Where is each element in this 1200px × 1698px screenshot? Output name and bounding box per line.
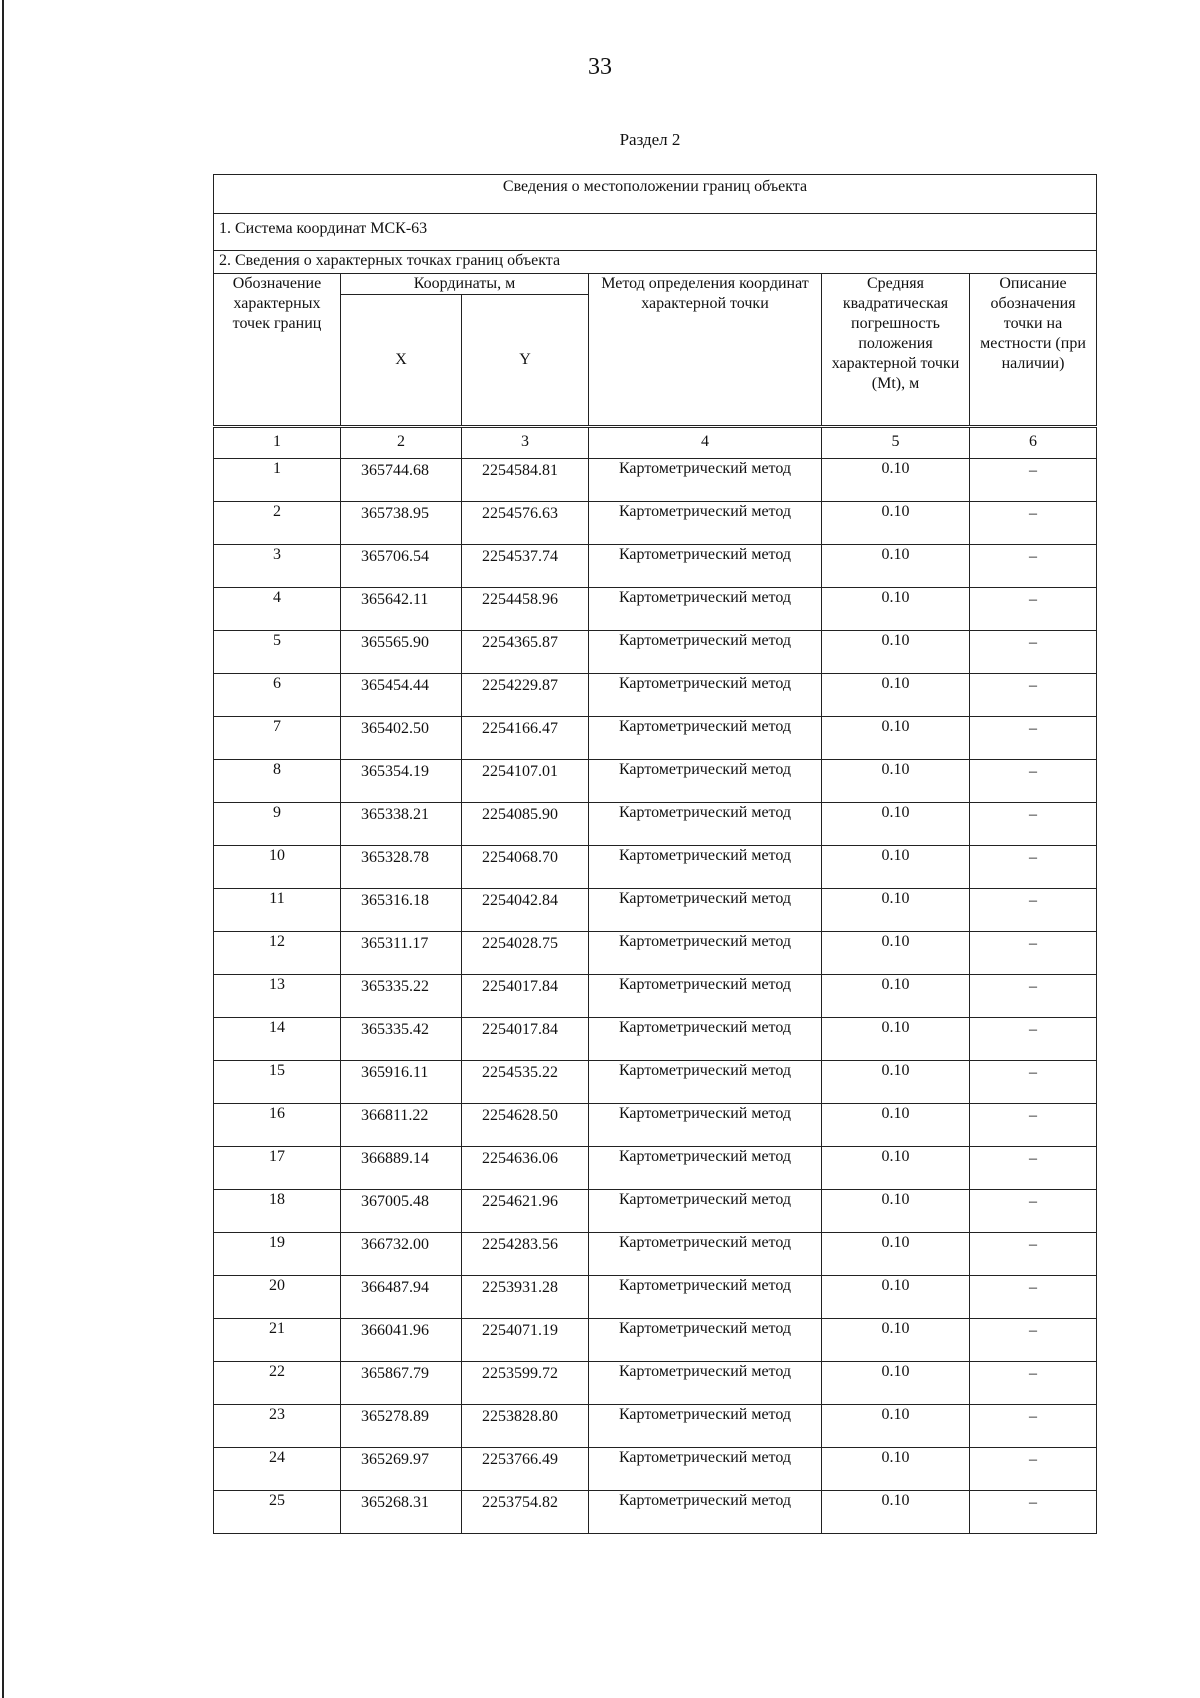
coordinate-x: 365744.68 bbox=[341, 459, 462, 502]
point-number: 8 bbox=[214, 760, 341, 803]
coordinate-x: 365268.31 bbox=[341, 1491, 462, 1534]
mean-square-error: 0.10 bbox=[822, 1061, 970, 1104]
coordinate-x: 365867.79 bbox=[341, 1362, 462, 1405]
mean-square-error: 0.10 bbox=[822, 846, 970, 889]
coordinate-x: 365328.78 bbox=[341, 846, 462, 889]
determination-method: Картометрический метод bbox=[589, 459, 822, 502]
table-row bbox=[214, 631, 1097, 674]
header-method: Метод определения координат характерной точки bbox=[589, 274, 822, 427]
point-description: – bbox=[970, 846, 1097, 889]
point-description: – bbox=[970, 760, 1097, 803]
coordinate-y: 2254042.84 bbox=[462, 889, 589, 932]
point-description: – bbox=[970, 1018, 1097, 1061]
coordinate-x: 366732.00 bbox=[341, 1233, 462, 1276]
mean-square-error: 0.10 bbox=[822, 717, 970, 760]
point-description: – bbox=[970, 1362, 1097, 1405]
table-row bbox=[214, 717, 1097, 760]
point-description: – bbox=[970, 1405, 1097, 1448]
coordinate-x: 365354.19 bbox=[341, 760, 462, 803]
table-row bbox=[214, 1276, 1097, 1319]
point-number: 10 bbox=[214, 846, 341, 889]
determination-method: Картометрический метод bbox=[589, 1147, 822, 1190]
determination-method: Картометрический метод bbox=[589, 803, 822, 846]
coordinate-x: 366041.96 bbox=[341, 1319, 462, 1362]
point-description: – bbox=[970, 1190, 1097, 1233]
point-description: – bbox=[970, 502, 1097, 545]
column-number: 1 bbox=[214, 427, 341, 459]
point-number: 12 bbox=[214, 932, 341, 975]
table-title: Сведения о местоположении границ объекта bbox=[214, 175, 1097, 214]
determination-method: Картометрический метод bbox=[589, 545, 822, 588]
point-description: – bbox=[970, 545, 1097, 588]
coordinate-y: 2254584.81 bbox=[462, 459, 589, 502]
page-left-edge bbox=[2, 0, 4, 1698]
coordinate-y: 2254229.87 bbox=[462, 674, 589, 717]
point-description: – bbox=[970, 1104, 1097, 1147]
point-description: – bbox=[970, 932, 1097, 975]
coordinate-y: 2254636.06 bbox=[462, 1147, 589, 1190]
points-heading: 2. Сведения о характерных точках границ объекта bbox=[214, 251, 1097, 274]
determination-method: Картометрический метод bbox=[589, 1405, 822, 1448]
table-row bbox=[214, 459, 1097, 502]
coordinate-x: 365269.97 bbox=[341, 1448, 462, 1491]
coordinate-y: 2254537.74 bbox=[462, 545, 589, 588]
determination-method: Картометрический метод bbox=[589, 846, 822, 889]
coordinate-x: 365916.11 bbox=[341, 1061, 462, 1104]
coordinate-y: 2253766.49 bbox=[462, 1448, 589, 1491]
coordinate-x: 366811.22 bbox=[341, 1104, 462, 1147]
determination-method: Картометрический метод bbox=[589, 760, 822, 803]
header-description: Описание обозначения точки на местности (при наличии) bbox=[970, 274, 1097, 427]
coordinate-y: 2254535.22 bbox=[462, 1061, 589, 1104]
point-number: 3 bbox=[214, 545, 341, 588]
point-number: 1 bbox=[214, 459, 341, 502]
table-row bbox=[214, 1104, 1097, 1147]
determination-method: Картометрический метод bbox=[589, 889, 822, 932]
boundary-coordinates-table bbox=[213, 174, 1097, 1534]
coordinate-y: 2253599.72 bbox=[462, 1362, 589, 1405]
point-description: – bbox=[970, 803, 1097, 846]
coordinate-y: 2254017.84 bbox=[462, 1018, 589, 1061]
coordinate-x: 365642.11 bbox=[341, 588, 462, 631]
coordinate-y: 2254621.96 bbox=[462, 1190, 589, 1233]
determination-method: Картометрический метод bbox=[589, 502, 822, 545]
table-row bbox=[214, 588, 1097, 631]
mean-square-error: 0.10 bbox=[822, 631, 970, 674]
point-number: 17 bbox=[214, 1147, 341, 1190]
coordinate-x: 365402.50 bbox=[341, 717, 462, 760]
point-description: – bbox=[970, 674, 1097, 717]
determination-method: Картометрический метод bbox=[589, 1233, 822, 1276]
column-number: 6 bbox=[970, 427, 1097, 459]
column-number: 2 bbox=[341, 427, 462, 459]
section-title: Раздел 2 bbox=[619, 130, 681, 149]
point-number: 18 bbox=[214, 1190, 341, 1233]
header-error: Средняя квадратическая погрешность положения характерной точки (Mt), м bbox=[822, 274, 970, 427]
points-table-body bbox=[214, 459, 1097, 1534]
table-row bbox=[214, 1448, 1097, 1491]
determination-method: Картометрический метод bbox=[589, 588, 822, 631]
coordinate-x: 365335.42 bbox=[341, 1018, 462, 1061]
point-description: – bbox=[970, 631, 1097, 674]
point-number: 19 bbox=[214, 1233, 341, 1276]
point-number: 24 bbox=[214, 1448, 341, 1491]
coordinate-x: 365338.21 bbox=[341, 803, 462, 846]
coordinate-y: 2254068.70 bbox=[462, 846, 589, 889]
determination-method: Картометрический метод bbox=[589, 631, 822, 674]
mean-square-error: 0.10 bbox=[822, 1018, 970, 1061]
determination-method: Картометрический метод bbox=[589, 1491, 822, 1534]
determination-method: Картометрический метод bbox=[589, 1276, 822, 1319]
point-number: 14 bbox=[214, 1018, 341, 1061]
table-row bbox=[214, 674, 1097, 717]
column-number: 3 bbox=[462, 427, 589, 459]
coordinate-system: 1. Система координат МСК-63 bbox=[214, 214, 1097, 251]
mean-square-error: 0.10 bbox=[822, 545, 970, 588]
coordinate-y: 2254071.19 bbox=[462, 1319, 589, 1362]
table-row bbox=[214, 1233, 1097, 1276]
coordinate-x: 365565.90 bbox=[341, 631, 462, 674]
determination-method: Картометрический метод bbox=[589, 1104, 822, 1147]
page-number: 33 bbox=[588, 54, 612, 80]
mean-square-error: 0.10 bbox=[822, 1448, 970, 1491]
table-row bbox=[214, 1491, 1097, 1534]
table-row bbox=[214, 1061, 1097, 1104]
mean-square-error: 0.10 bbox=[822, 803, 970, 846]
coordinate-x: 365311.17 bbox=[341, 932, 462, 975]
coordinate-x: 365454.44 bbox=[341, 674, 462, 717]
point-description: – bbox=[970, 1448, 1097, 1491]
coordinate-y: 2254628.50 bbox=[462, 1104, 589, 1147]
point-number: 2 bbox=[214, 502, 341, 545]
coordinate-y: 2254283.56 bbox=[462, 1233, 589, 1276]
table-row bbox=[214, 975, 1097, 1018]
table-row bbox=[214, 803, 1097, 846]
mean-square-error: 0.10 bbox=[822, 674, 970, 717]
coordinate-y: 2253754.82 bbox=[462, 1491, 589, 1534]
point-number: 11 bbox=[214, 889, 341, 932]
coordinate-y: 2253931.28 bbox=[462, 1276, 589, 1319]
point-description: – bbox=[970, 1319, 1097, 1362]
header-y: Y bbox=[462, 295, 589, 427]
point-description: – bbox=[970, 889, 1097, 932]
point-description: – bbox=[970, 975, 1097, 1018]
coordinate-x: 365738.95 bbox=[341, 502, 462, 545]
point-number: 6 bbox=[214, 674, 341, 717]
determination-method: Картометрический метод bbox=[589, 932, 822, 975]
table-row bbox=[214, 1018, 1097, 1061]
point-description: – bbox=[970, 717, 1097, 760]
point-description: – bbox=[970, 1276, 1097, 1319]
point-description: – bbox=[970, 588, 1097, 631]
coordinate-y: 2254458.96 bbox=[462, 588, 589, 631]
mean-square-error: 0.10 bbox=[822, 975, 970, 1018]
coordinate-x: 365316.18 bbox=[341, 889, 462, 932]
point-number: 7 bbox=[214, 717, 341, 760]
mean-square-error: 0.10 bbox=[822, 1319, 970, 1362]
mean-square-error: 0.10 bbox=[822, 932, 970, 975]
coordinate-x: 365335.22 bbox=[341, 975, 462, 1018]
mean-square-error: 0.10 bbox=[822, 1276, 970, 1319]
column-number-row bbox=[214, 427, 1097, 459]
coordinate-y: 2254028.75 bbox=[462, 932, 589, 975]
point-number: 4 bbox=[214, 588, 341, 631]
coordinate-y: 2253828.80 bbox=[462, 1405, 589, 1448]
coordinate-y: 2254166.47 bbox=[462, 717, 589, 760]
point-description: – bbox=[970, 1061, 1097, 1104]
point-number: 15 bbox=[214, 1061, 341, 1104]
mean-square-error: 0.10 bbox=[822, 459, 970, 502]
mean-square-error: 0.10 bbox=[822, 502, 970, 545]
coordinate-y: 2254085.90 bbox=[462, 803, 589, 846]
point-number: 25 bbox=[214, 1491, 341, 1534]
coordinate-y: 2254107.01 bbox=[462, 760, 589, 803]
determination-method: Картометрический метод bbox=[589, 1018, 822, 1061]
determination-method: Картометрический метод bbox=[589, 1362, 822, 1405]
mean-square-error: 0.10 bbox=[822, 1362, 970, 1405]
mean-square-error: 0.10 bbox=[822, 1405, 970, 1448]
point-description: – bbox=[970, 1147, 1097, 1190]
table-row bbox=[214, 502, 1097, 545]
header-x: X bbox=[341, 295, 462, 427]
determination-method: Картометрический метод bbox=[589, 1190, 822, 1233]
mean-square-error: 0.10 bbox=[822, 889, 970, 932]
point-number: 13 bbox=[214, 975, 341, 1018]
point-number: 16 bbox=[214, 1104, 341, 1147]
table-row bbox=[214, 932, 1097, 975]
mean-square-error: 0.10 bbox=[822, 760, 970, 803]
coordinate-x: 366889.14 bbox=[341, 1147, 462, 1190]
coordinate-x: 366487.94 bbox=[341, 1276, 462, 1319]
table-row bbox=[214, 846, 1097, 889]
determination-method: Картометрический метод bbox=[589, 674, 822, 717]
point-number: 21 bbox=[214, 1319, 341, 1362]
column-number: 4 bbox=[589, 427, 822, 459]
determination-method: Картометрический метод bbox=[589, 1319, 822, 1362]
point-description: – bbox=[970, 1233, 1097, 1276]
coordinate-x: 367005.48 bbox=[341, 1190, 462, 1233]
table-row bbox=[214, 545, 1097, 588]
coordinate-x: 365706.54 bbox=[341, 545, 462, 588]
point-number: 23 bbox=[214, 1405, 341, 1448]
point-number: 5 bbox=[214, 631, 341, 674]
mean-square-error: 0.10 bbox=[822, 1190, 970, 1233]
point-description: – bbox=[970, 459, 1097, 502]
determination-method: Картометрический метод bbox=[589, 717, 822, 760]
header-designation: Обозначение характерных точек границ bbox=[214, 274, 341, 427]
table-row bbox=[214, 1319, 1097, 1362]
point-number: 20 bbox=[214, 1276, 341, 1319]
coordinate-y: 2254365.87 bbox=[462, 631, 589, 674]
mean-square-error: 0.10 bbox=[822, 588, 970, 631]
table-row bbox=[214, 1362, 1097, 1405]
coordinate-y: 2254576.63 bbox=[462, 502, 589, 545]
point-number: 9 bbox=[214, 803, 341, 846]
coordinate-x: 365278.89 bbox=[341, 1405, 462, 1448]
determination-method: Картометрический метод bbox=[589, 975, 822, 1018]
point-number: 22 bbox=[214, 1362, 341, 1405]
mean-square-error: 0.10 bbox=[822, 1491, 970, 1534]
table-row bbox=[214, 1405, 1097, 1448]
table-row bbox=[214, 889, 1097, 932]
mean-square-error: 0.10 bbox=[822, 1147, 970, 1190]
table-row bbox=[214, 1147, 1097, 1190]
column-number: 5 bbox=[822, 427, 970, 459]
point-description: – bbox=[970, 1491, 1097, 1534]
mean-square-error: 0.10 bbox=[822, 1104, 970, 1147]
coordinate-y: 2254017.84 bbox=[462, 975, 589, 1018]
determination-method: Картометрический метод bbox=[589, 1061, 822, 1104]
header-coordinates: Координаты, м bbox=[341, 274, 589, 295]
determination-method: Картометрический метод bbox=[589, 1448, 822, 1491]
table-row bbox=[214, 760, 1097, 803]
table-row bbox=[214, 1190, 1097, 1233]
mean-square-error: 0.10 bbox=[822, 1233, 970, 1276]
